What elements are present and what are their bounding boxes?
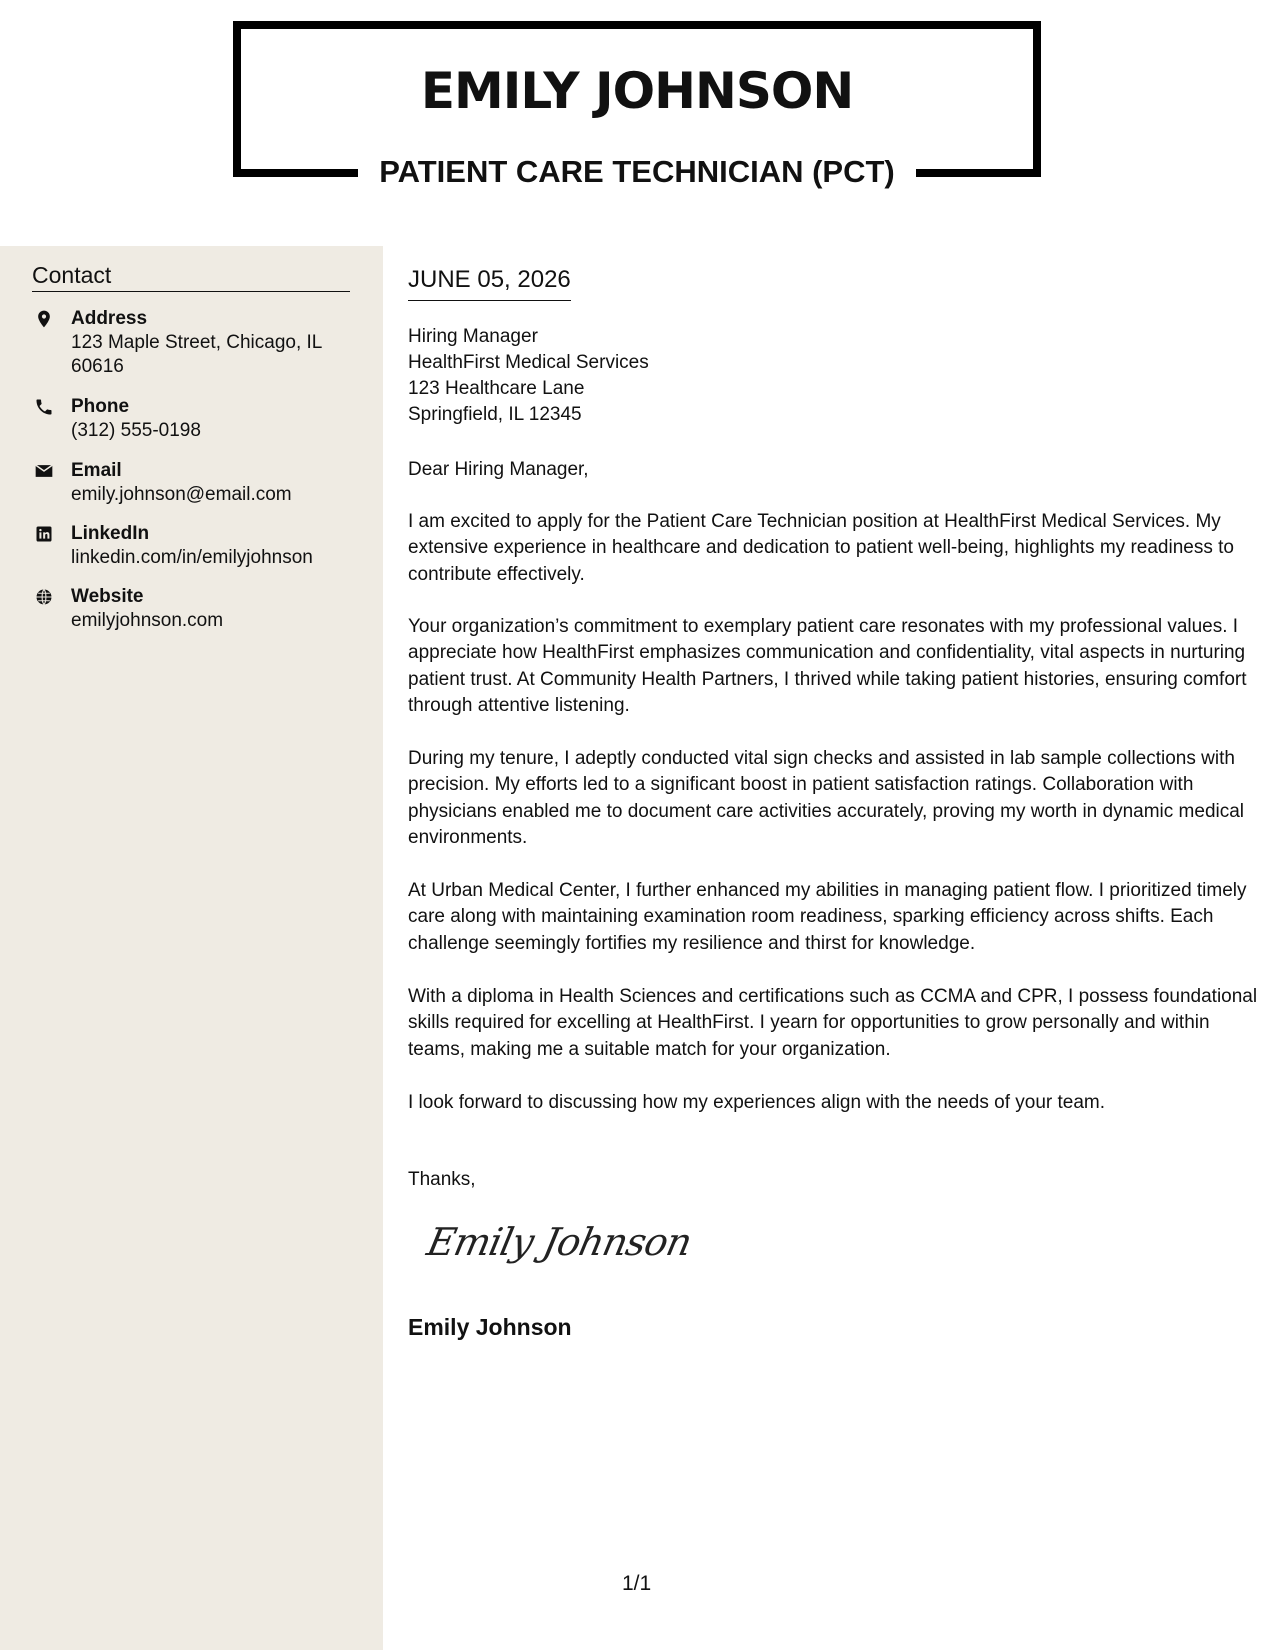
body-paragraph: During my tenure, I adeptly conducted vital sign checks and assisted in lab sample collections with precision. My efforts led to a significant boost in patient satisfaction ratings. Collaboration with physicians enabled me to document care activities accurately, proving my worth in dynamic medical environments. [408,748,1245,848]
contact-label: LinkedIn [71,523,150,544]
contact-label: Website [71,586,144,607]
recipient-line: Hiring Manager [408,326,538,347]
frame-top-border [233,21,1041,29]
letter-date: JUNE 05, 2026 [408,266,571,301]
page-number: 1/1 [622,1572,652,1595]
applicant-name: EMILY JOHNSON [420,62,854,120]
globe-icon [32,586,56,608]
contact-label: Address [71,308,148,329]
contact-heading: Contact [32,262,350,292]
contact-value: (312) 555-0198 [71,420,201,441]
recipient-line: HealthFirst Medical Services [408,352,649,373]
contact-label: Email [71,460,122,481]
handwritten-signature: Emily Johnson [423,1220,696,1264]
contact-value: 123 Maple Street, Chicago, IL 60616 [71,332,322,377]
job-title: PATIENT CARE TECHNICIAN (PCT) [379,154,895,189]
contact-value: emilyjohnson.com [71,610,224,631]
body-paragraph: I am excited to apply for the Patient Care Technician position at HealthFirst Medical Services. My extensive experience in healthcare and dedication to patient well-being, highlights my readiness to contribute effectively. [408,511,1234,585]
body-paragraph: Your organization’s commitment to exemplary patient care resonates with my professional values. I appreciate how HealthFirst emphasizes communication and confidentiality, vital aspects in nurturing patient trust. At Community Health Partners, I thrived while taking patient histories, ensuring comfort through attentive listening. [408,616,1247,716]
contact-sidebar [0,246,383,1650]
map-pin-icon [32,308,56,330]
envelope-icon [32,460,56,482]
recipient-line: Springfield, IL 12345 [408,404,582,425]
greeting: Dear Hiring Manager, [408,459,589,480]
signed-name: Emily Johnson [408,1314,572,1340]
linkedin-icon [32,523,56,545]
body-paragraph: At Urban Medical Center, I further enhanced my abilities in managing patient flow. I prioritized timely care along with maintaining examination room readiness, sparking efficiency across shifts. Each challenge seemingly fortifies my resilience and thirst for knowledge. [408,880,1247,954]
recipient-block [408,324,649,428]
contact-value: linkedin.com/in/emilyjohnson [71,547,313,568]
recipient-line: 123 Healthcare Lane [408,378,585,399]
contact-label: Phone [71,396,130,417]
body-paragraph: With a diploma in Health Sciences and certifications such as CCMA and CPR, I possess foundational skills required for excelling at HealthFirst. I yearn for opportunities to grow personally and within teams, making me a suitable match for your organization. [408,986,1258,1060]
body-paragraph: I look forward to discussing how my experiences align with the needs of your team. [408,1092,1106,1113]
phone-icon [32,396,56,418]
contact-value: emily.johnson@email.com [71,484,292,505]
closing: Thanks, [408,1169,476,1190]
header-frame [233,21,1041,189]
